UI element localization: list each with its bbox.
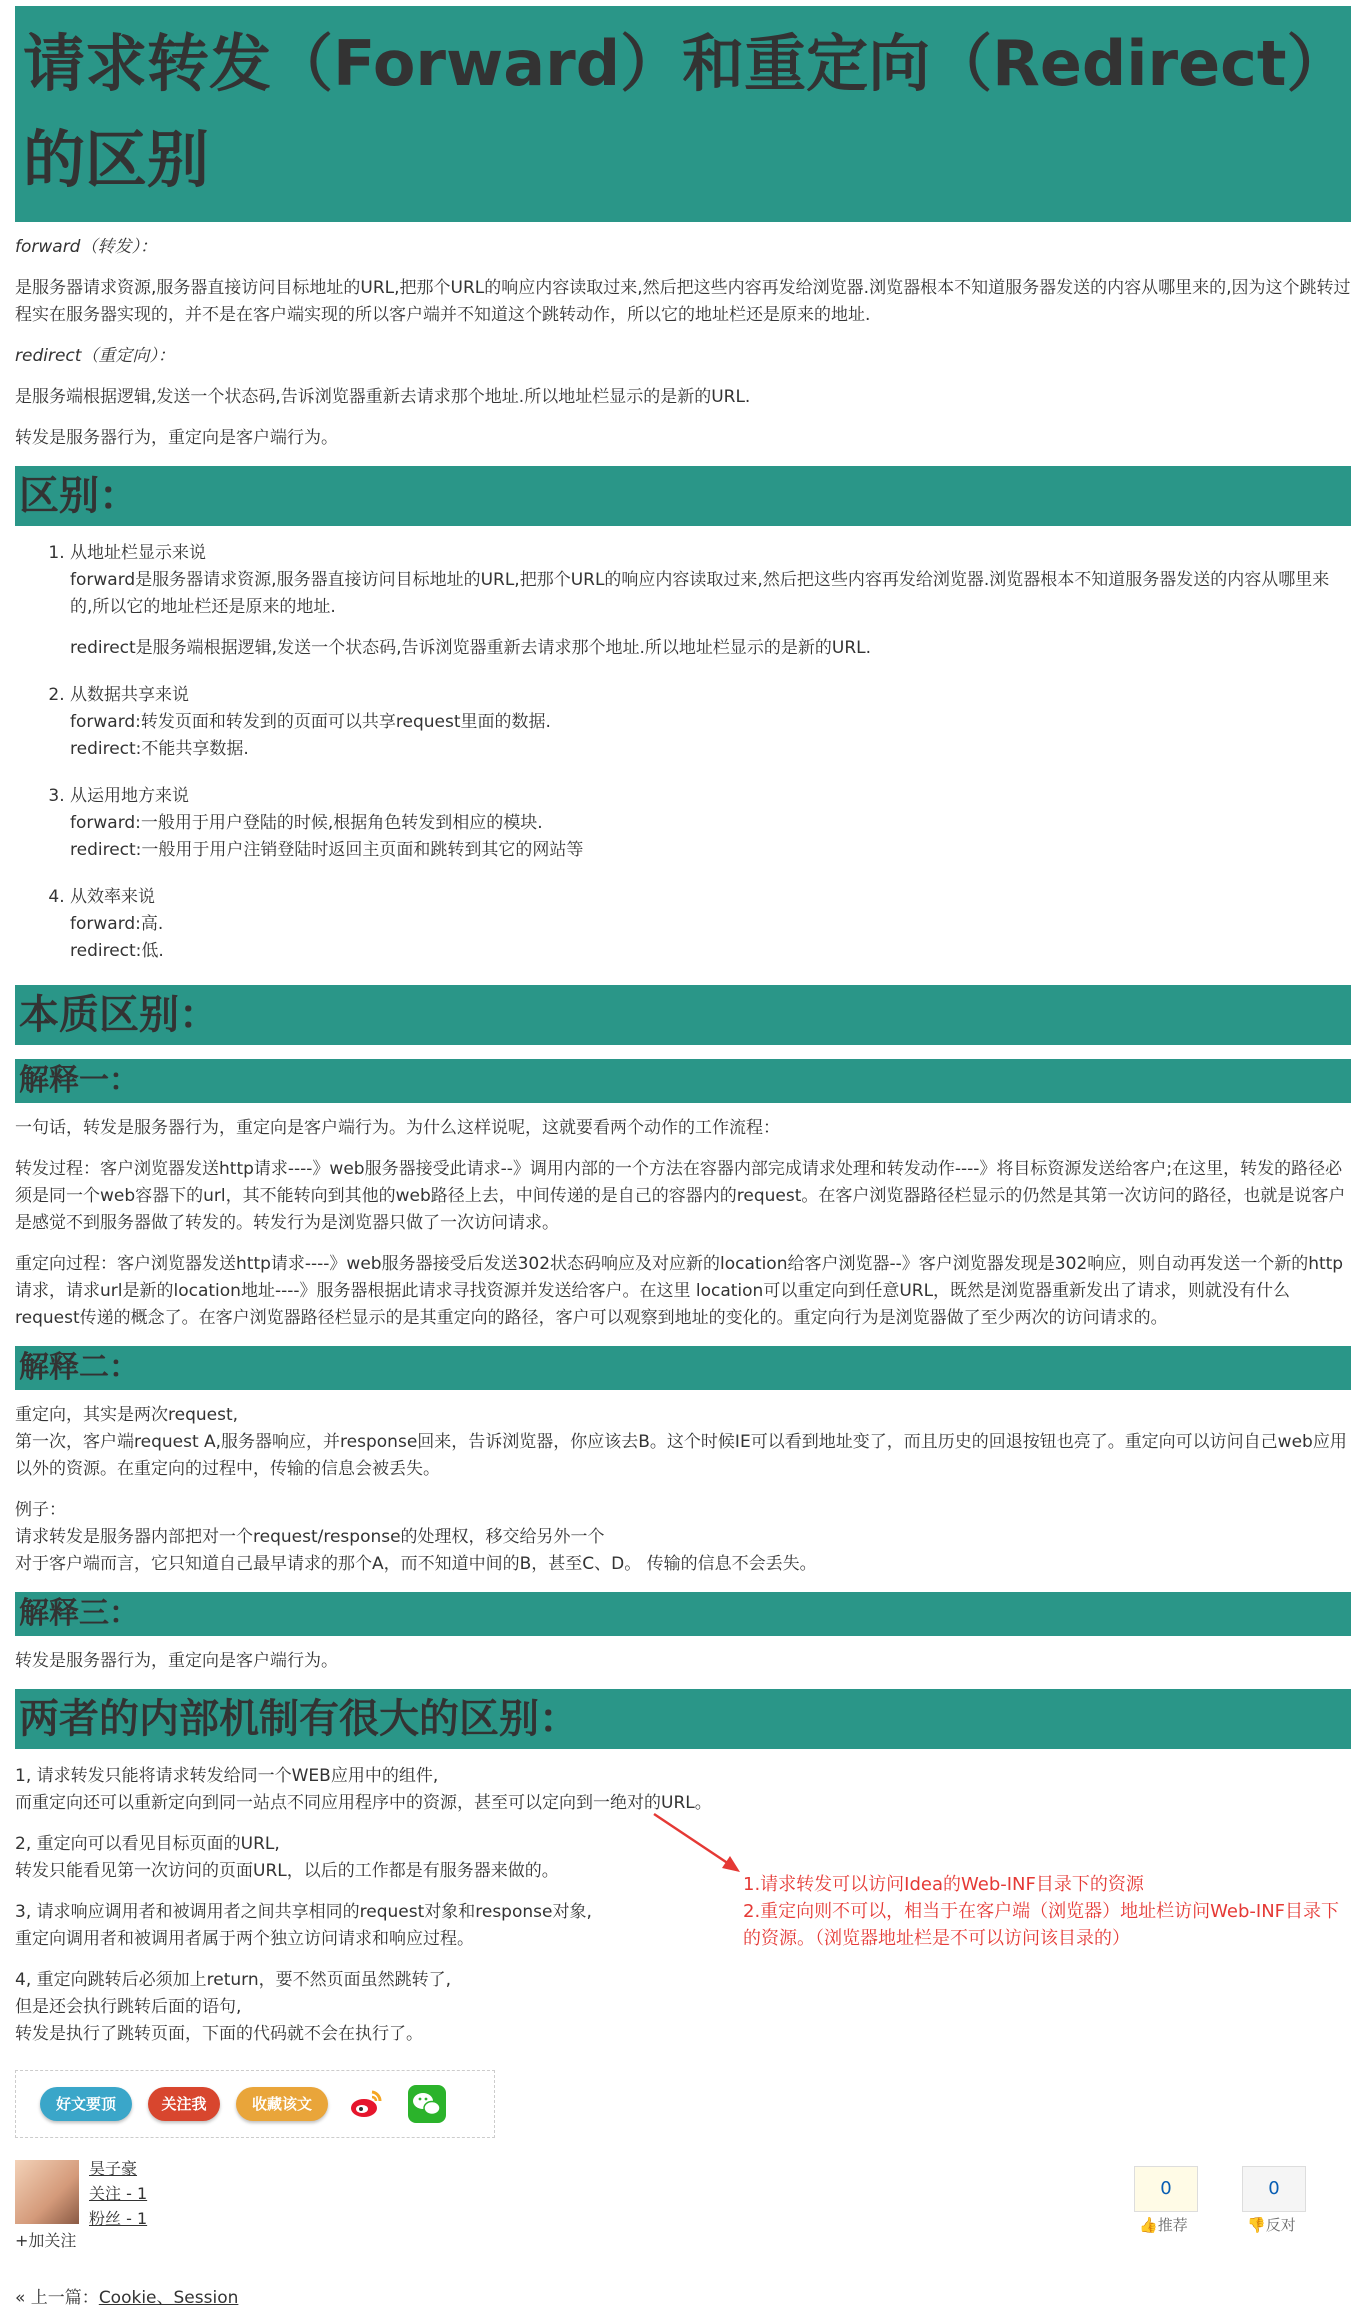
- mechanism-item-2: 2, 重定向可以看见目标页面的URL, 转发只能看见第一次访问的页面URL，以后的工作都是有服务器来做的。: [15, 1834, 559, 1881]
- forward-label: forward（转发）：: [15, 237, 157, 257]
- mechanism-item-1: 1, 请求转发只能将请求转发给同一个WEB应用中的组件, 而重定向还可以重新定向到同一站点不同应用程序中的资源，甚至可以定向到一绝对的URL。: [15, 1766, 712, 1813]
- add-follow-link[interactable]: +加关注: [15, 2231, 77, 2250]
- exp1-p1: 一句话，转发是服务器行为，重定向是客户端行为。为什么这样说呢，这就要看两个动作的工作流程：: [15, 1118, 780, 1138]
- bury-button[interactable]: 👎反对: [1247, 2216, 1296, 2234]
- redirect-label: redirect（重定向）：: [15, 346, 175, 366]
- following-link[interactable]: 关注 - 1: [89, 2184, 148, 2203]
- annotation-note: 1.请求转发可以访问Idea的Web-INF目录下的资源 2.重定向则不可以，相当于在客户端（浏览器）地址栏访问Web-INF目录下的资源。（浏览器地址栏是不可以访问该目录的）: [743, 1874, 1340, 1949]
- section-heading-diff: 区别：: [15, 466, 1351, 526]
- prev-post: « 上一篇：Cookie、Session: [15, 2288, 239, 2308]
- mechanism-item-3: 3, 请求响应调用者和被调用者之间共享相同的request对象和response对象, 重定向调用者和被调用者属于两个独立访问请求和响应过程。: [15, 1902, 592, 1949]
- section-heading-exp2: 解释二：: [15, 1346, 1351, 1390]
- redirect-text: 是服务端根据逻辑,发送一个状态码,告诉浏览器重新去请求那个地址.所以地址栏显示的是新的URL.: [15, 387, 751, 407]
- list-item: 4. 从效率来说 forward:高. redirect:低.: [70, 884, 1351, 965]
- exp2-p2: 例子： 请求转发是服务器内部把对一个request/response的处理权，移交给另外一个 对于客户端而言，它只知道自己最早请求的那个A，而不知道中间的B，甚至C、D。 传输的信息不会丢失。: [15, 1500, 817, 1574]
- section-heading-essence: 本质区别：: [15, 985, 1351, 1045]
- thumb-down-icon: 👎: [1247, 2216, 1266, 2234]
- exp1-p3: 重定向过程：客户浏览器发送http请求----》web服务器接受后发送302状态码响应及对应新的location给客户浏览器--》客户浏览器发现是302响应，则自动再发送一个新的http请求，请求url是新的location地址----》服务器根据此请求寻找资源并发送给客户。在这里 location可以重定向到任意URL，既然是浏览器重新发出了请求，则就没有什么request传递的概念了。在客户浏览器路径栏显示的是其重定向的路径，客户可以观察到地址的变化的。重定向行为是浏览器做了至少两次的访问请求的。: [15, 1254, 1344, 1328]
- summary-text: 转发是服务器行为，重定向是客户端行为。: [15, 428, 338, 448]
- section-heading-exp1: 解释一：: [15, 1059, 1351, 1103]
- section-heading-exp3: 解释三：: [15, 1592, 1351, 1636]
- wechat-icon[interactable]: [408, 2085, 446, 2123]
- exp1-p2: 转发过程：客户浏览器发送http请求----》web服务器接受此请求--》调用内部的一个方法在容器内部完成请求处理和转发动作----》将目标资源发送给客户;在这里，转发的路径必须是同一个web容器下的url，其不能转向到其他的web路径上去，中间传递的是自己的容器内的request。在客户浏览器路径栏显示的仍然是其第一次访问的路径，也就是说客户是感觉不到服务器做了转发的。转发行为是浏览器只做了一次访问请求。: [15, 1159, 1346, 1233]
- weibo-icon[interactable]: [348, 2087, 384, 2121]
- follow-me-button[interactable]: 关注我: [148, 2087, 220, 2121]
- list-item: 2. 从数据共享来说 forward:转发页面和转发到的页面可以共享request里面的数据. redirect:不能共享数据.: [70, 682, 1351, 763]
- section-heading-mechanism: 两者的内部机制有很大的区别：: [15, 1689, 1351, 1749]
- share-box: [15, 2070, 495, 2138]
- exp2-p1: 重定向，其实是两次request, 第一次，客户端request A,服务器响应，并response回来，告诉浏览器，你应该去B。这个时候IE可以看到地址变了，而且历史的回退按钮也亮了。重定向可以访问自己web应用以外的资源。在重定向的过程中，传输的信息会被丢失。: [15, 1405, 1347, 1479]
- good-article-button[interactable]: 好文要顶: [40, 2087, 132, 2121]
- fans-link[interactable]: 粉丝 - 1: [89, 2209, 148, 2228]
- list-item: 3. 从运用地方来说 forward:一般用于用户登陆的时候,根据角色转发到相应的模块. redirect:一般用于用户注销登陆时返回主页面和跳转到其它的网站等: [70, 783, 1351, 864]
- mechanism-item-4: 4, 重定向跳转后必须加上return，要不然页面虽然跳转了, 但是还会执行跳转后面的语句, 转发是执行了跳转页面，下面的代码就不会在执行了。: [15, 1970, 452, 2044]
- diff-list: [15, 540, 1351, 965]
- digg-button[interactable]: 👍推荐: [1139, 2216, 1188, 2234]
- prev-post-link[interactable]: Cookie、Session: [98, 2288, 239, 2308]
- annotation-arrow-icon: [650, 1810, 750, 1880]
- bury-count[interactable]: 0: [1242, 2166, 1306, 2212]
- digg-count[interactable]: 0: [1134, 2166, 1198, 2212]
- thumb-up-icon: 👍: [1139, 2216, 1158, 2234]
- list-item: 1. 从地址栏显示来说 forward是服务器请求资源,服务器直接访问目标地址的URL,把那个URL的响应内容读取过来,然后把这些内容再发给浏览器.浏览器根本不知道服务器发送的内容从哪里来的,所以它的地址栏还是原来的地址. redirect是服务端根据逻辑,发送一个状态码,告诉浏览器重新去请求那个地址.所以地址栏显示的是新的URL.: [70, 540, 1351, 662]
- exp3-p1: 转发是服务器行为，重定向是客户端行为。: [15, 1651, 338, 1671]
- author-panel: [15, 2152, 1351, 2262]
- author-name-link[interactable]: 昊子豪: [89, 2159, 138, 2178]
- page-title: 请求转发（Forward）和重定向（Redirect）的区别: [15, 6, 1351, 222]
- forward-text: 是服务器请求资源,服务器直接访问目标地址的URL,把那个URL的响应内容读取过来,然后把这些内容再发给浏览器.浏览器根本不知道服务器发送的内容从哪里来的,因为这个跳转过程实在服务器实现的，并不是在客户端实现的所以客户端并不知道这个跳转动作，所以它的地址栏还是原来的地址.: [15, 278, 1351, 325]
- favorite-button[interactable]: 收藏该文: [236, 2087, 328, 2121]
- avatar[interactable]: [15, 2160, 79, 2224]
